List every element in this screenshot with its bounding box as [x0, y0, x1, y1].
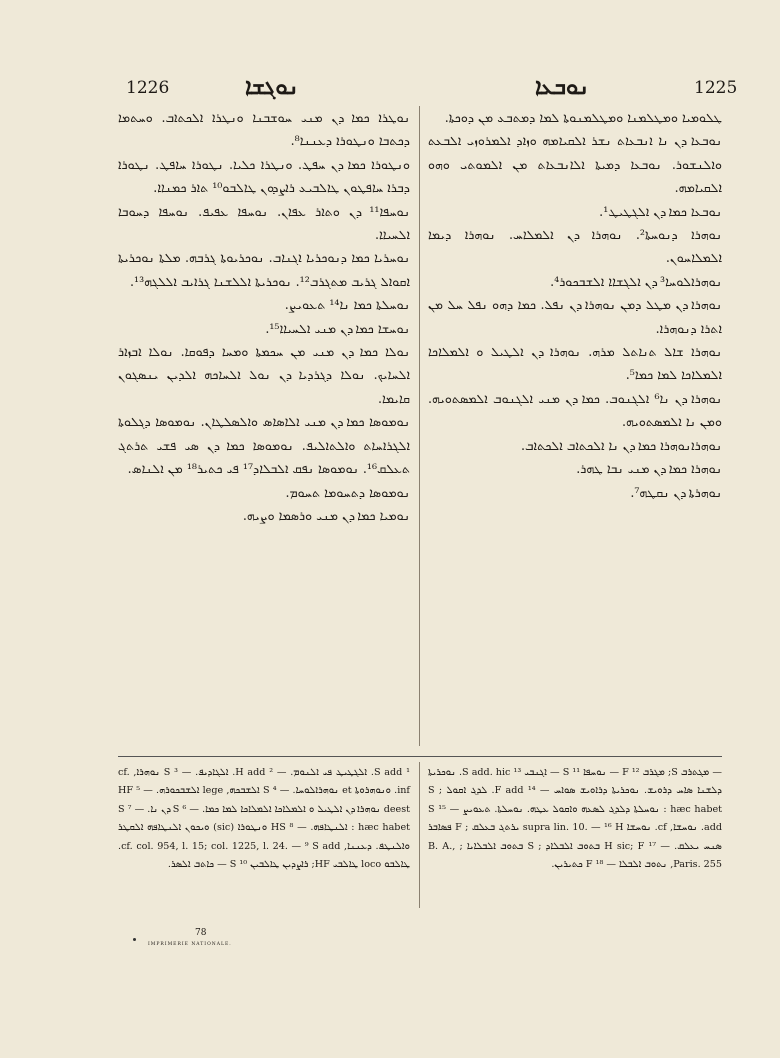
imprint-line: IMPRIMERIE NATIONALE.: [148, 942, 232, 947]
lexicon-entry: ܢܘܗܪܐ ܟܡܐ ܕܢ ܡܢܝ ܢܒܐ ܛܗܪ.: [576, 461, 722, 477]
lexicon-entry: ܢܘܗܪܐ ܕܢ ܡܛܠ ܕܡܢ ܢܘܗܪܐ ܕܢ ܢܦܠ. ܟܡܐ ܕܗܘ ܢܦܠ ܚܠ ܡܢ ܐܬܪܐ ܕܢܘܗܪܐ.: [428, 297, 722, 336]
lexicon-entry: ܢܘܗܪܐ ܕܢܘܚܬܐ². ܢܘܗܪܐ ܕܢ ܐܠܡܠܐܚ. ܢܘܗܪܐ ܕܝܡܐ ܐܠܡܠܐܚܘܢ.: [428, 227, 722, 266]
footnotes-rule: [118, 756, 722, 757]
signature-mark: 78: [195, 928, 207, 938]
lexicon-entry: ܢܘܚܫܐ ܟܡܐ ܕܢ ܡܢܝ ܐܠܚܝܐܐ¹⁵.: [265, 320, 410, 336]
lexicon-entry: ܢܘܠܐ ܟܡܐ ܕܢ ܡܢܝ ܡܢ ܚܟܡܬܐ ܘܡܚܐ ܕܦܘܩܐ. ܢܘܠܐ ܐܒܙܐܪ ܐܠܚܐܝܟ. ܢܘܠܐ ܕܓܪܕܝܐ ܕܢ ܢܘܠ ܐܠܚܐܟܗ ܐܠܕܝܢ ܝܢܣܓܘܢ ܩܐܝܡܐ.: [118, 344, 410, 406]
lexicon-entry: ܘܢܛܘܪܐ ܟܡܐ ܕܢ ܚܦܛ. ܘܢܛܪܐ ܟܠܝܐ. ܢܛܘܪܐ ܚܐܦܛ. ܢܛܘܪܐ ܕܒܪܐ ܚܐܦܛܘܢ ܛܐܠܒܝܥ ܪܐܨܕܘܢ ܛܐܠܒܘ¹⁰ ܬܐܪ ܟܡܢܐܐ.: [118, 156, 410, 196]
lexicon-entry: ܢܘܗܪܐ ܕܢ ܢܐ⁶ ܐܠܓܢܘܒ. ܟܡܐ ܕܢ ܡܢܝ ܐܠܓܢܘܒ ܐܠܡܣܬܘܝܗ. ܘܡܢ ܢܐ ܐܠܡܣܬܘܝܗ.: [428, 390, 722, 430]
lexicon-entry: ܢܘܗܪܐ ܫܐܠ ܬܢܐܬܠ ܡܪܗ. ܢܘܗܪܐ ܕܢ ܐܠܛܝܠ ܘ ܐܠܡܠܐܟܐ ܐܠܡܠܐܟܐ ܠܡܐ ܟܡܐ⁵.: [428, 344, 722, 383]
lexicon-entry: ܢܘܒܥܐ ܟܡܐ ܕܢ ܐܠܓܛܝܛ¹.: [599, 203, 722, 219]
lexicon-entry: ܢܘܗܪܬܐ ܕܢ ܢܩܛܗ⁷.: [630, 484, 722, 500]
page-number-right: 1225: [694, 78, 738, 98]
printer-dot: [133, 938, 136, 941]
footnotes-left: ¹ S add. ܐܠܓܛܝܛ ܦܝ ܐܠܢܘܡ. — ² H add. ܐܠܓܐܕܝܦ. — ³ S ܢܘܗܪܐ, cf. inf. ܘܢܘܗܪܘܬܐ et ܢܘܗܪܐܠܘܚܐ. — ⁴ S ܐܠܫܒܟܗ, lege ܐܠܫܒܟܘܪܗ. — ⁵ HF deest ܢܘܗܪܐ ܕܢ ܐܠܛܝܠ ܘ ܐܠܡܠܐܟܐ ܐܠܡܠܐܟܐ ܠܡܐ ܟܡܐ. — ⁶ S ܕܢ ܢܐ. — ⁷ S hæc habet : ܐܠܢܛܐܦܗ. — ⁸ HS ܘܢܛܘܪܐ (sic) ܘܝܟܘܢ ܐܠܢܛܐܦܗ ܐܠܩܛܪ ܘܐܠܢܛܦ. ܕܥܢܢܐ, cf. col. 954, l. 15; col. 1225, l. 24. — ⁹ S add. ܛܐܠܒܘ loco ܛܐܠܒܝ HF; ܪܐܨܕܝܢ ܛܐܠܒܝܢ S ¹⁰ — ܟܐܬܒ ܐܠܣܪ.: [118, 767, 410, 871]
column-divider: [419, 106, 420, 746]
lexicon-entry: ܢܘܚܦܐ¹¹ ܕܢ ܘܬܐܪ ܥܦܐܢ. ܢܘܚܦܐ ܥܦܝܦ. ܢܘܚܦܐ ܕܚܘܒܐ ܐܠܚܝܐܐ.: [118, 203, 410, 243]
lexicon-entry: ܢܘܗܪܐܠܘܚܐ³ ܕܢ ܐܠܓܫܐܐ ܐܠܫܒܟܘܪ⁴.: [550, 273, 722, 289]
lexicon-entry: ܢܘܒܥܐ ܕܢ ܢܐ ܐܢܒܥܐܬ ܢܫܪ ܐܠܩܝܐܡܗ ܘܙܐܕ ܐܠܡܪܘܙܝ ܐܠܒܥܬ ܘܐܠܢܫܘܪ. ܢܘܒܥܐ ܕܡܝܬܐ ܐܠܐܢܒܥܐܬ ܡܢ ܐܠܡܘܬܝ ܘܗܘ ܐܠܩܝܐܡܗ.: [428, 133, 722, 196]
lexicon-entry: ܢܘܡܝܐ ܟܡܐ ܕܢ ܡܢܝ ܘܪܣܡܐ ܘܨܝܗ.: [242, 507, 410, 523]
running-head-left: ܢܘܓܫܐ: [245, 74, 299, 100]
right-text-column: [428, 106, 722, 504]
lexicon-entry: ܢܘܡܘܣܐ ܕܬܚܘܡܐ ܬܚܘܡ.: [285, 484, 410, 500]
lexicon-entry: ܛܠܘܡܝܐ ܘܡܛܠܡܢܐ ܘܡܛܠܡܢܘܬܐ ܠܡܐ ܕܡܬܒܥ ܡܢ ܕܘܟܬܐ.: [444, 110, 722, 125]
lexicon-entry: ܢܘܚܠܬܐ ܟܡܐ ܢܐ¹⁴ ܬܥܘܝܨ.: [284, 297, 410, 313]
lexicon-entry: ܢܘܡܘܣܐ ܟܡܐ ܕܢ ܡܢܝ ܐܠܐܣܐܣ ܘܐܠܣܠܛܐܢ. ܢܘܡܘܣܐ ܕܓܠܘܬܐ ܐܠܓܪܐܚܐܬ ܘܐܠܬܐܠܝܦ. ܢܘܡܘܣܐ ܟܡܐ ܕܢ ܣܝ ܦܫܝ ܬܪܬܓ ܬܥܠܩ¹⁶. ܢܘܡܘܣܐ ܢܦܩ ܐܠܒܠܐܕ¹⁷ ܦܝ ܟܬܝܪ¹⁸ ܡܢ ܐܠܢܐܣ.: [118, 414, 410, 477]
lexicon-entry: ܢܘܛܪܐ ܟܡܐ ܕܢ ܡܢܝ ܚܘܫܒܢܐ ܘܢܛܪܐ ܐܠܟܬܐܒ. ܘܚܬܡܐ ܕܟܬܒܐ ܘܢܛܘܪܐ ܕܥܢܢܐ⁸.: [118, 110, 410, 149]
lexicon-entry: ܢܘܚܪܝܐ ܟܡܐ ܕܢܘܟܪܝܐ ܐܓܢܐܒ. ܢܘܟܪܝܘܬܐ ܓܪܒܗ. ܡܠܬܐ ܢܘܟܪܝܬܐ ܐܩܘܐܠ ܓܪܝܒ ܡܬܓܪܒ¹². ܢܘܟܪܝܬܐ ܐܠܠܫܢܐ ܓܪܐܝܒ ܐܠܠܓܗ¹³.: [118, 250, 410, 289]
lexicon-entry: ܢܘܗܪܐܢܘܗܪܐ ܟܡܐ ܕܢ ܢܐ ܐܠܟܬܐܒ ܐܠܟܬܐܒ.: [520, 437, 722, 453]
running-head-right: ܢܘܒܥܐ: [535, 74, 590, 100]
footnotes-right: — ܡܓܬܪܒ S; ܡܓܪܒ F ¹² — ܢܘܚܦܐ S ¹¹ — ܐܓܢܒܝ ¹³ S add. hic. ܢܘܟܪܝܬܐ ܕܠܫܢܐ ܣܐܚ ܕܪܘܝܫ. ܢܘܟܪܝܬܐ ܕܪܐܘܝܫ ܣܘܐܚ — ¹⁴ F add. ܠܕܓ ܐܩܘܠ ; S hæc habet : ܢܘܚܠܬܐ ܕܠܕܓ ܠܣܥܗ ܘܐܩܘܠ ܥܛܗ. ܢܘܚܠܬܐ. ܬܥܘܝܨ — ¹⁵ S add. ܢܘܚܫܐ, cf. ܢܘܚܫܐ supra lin. 10. — ¹⁶ H ܝܪܬܓ ܒܥܠܩ ; F ܦܣܐܒܪ ܣܢܚ ܝܥܠܩ. — ¹⁷ H sic; F ܒܬܘܒ ܐܠܒܠܐܕ ; S ܒܬܘܒ ܐܠܒܠܐܝܐ ; B. A., Paris. 255, ܢܬܘܒ ܐܠܒܠܐ — ¹⁸ F ܟܬܝܪܝܢ.: [428, 767, 722, 871]
page-number-left: 1226: [126, 78, 170, 98]
footnotes-divider: [419, 762, 420, 908]
left-text-column: [118, 106, 410, 527]
